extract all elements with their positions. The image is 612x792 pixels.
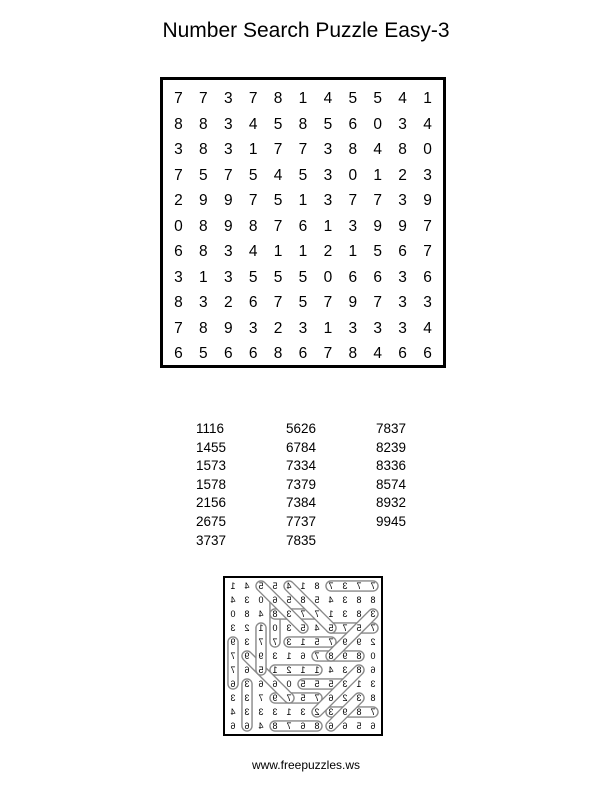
grid-cell: 4: [373, 141, 383, 158]
answer-key-cell: 4: [244, 581, 250, 591]
answer-key-cell: 4: [328, 665, 334, 675]
answer-key-cell: 7: [328, 581, 334, 591]
word-list-item: 7379: [286, 476, 317, 492]
grid-cell: 9: [373, 217, 383, 235]
grid-cell: 1: [298, 243, 308, 260]
answer-key-cell: 0: [370, 651, 376, 661]
answer-key-cell: 9: [272, 693, 278, 703]
answer-key-cell: 1: [314, 665, 320, 675]
grid-cell: 3: [398, 294, 407, 311]
grid-cell: 7: [174, 166, 183, 184]
answer-key-cell: 4: [258, 721, 264, 731]
grid-cell: 6: [223, 345, 233, 362]
grid-cell: 6: [373, 268, 383, 286]
grid-cell: 9: [223, 319, 233, 337]
grid-cell: 3: [348, 217, 358, 235]
grid-cell: 3: [398, 268, 407, 286]
answer-key-cell: 5: [300, 693, 306, 703]
grid-cell: 5: [248, 166, 258, 184]
grid-cell: 8: [174, 115, 183, 133]
answer-key-cell: 8: [314, 581, 320, 591]
answer-key-cell: 1: [286, 707, 292, 717]
answer-key-cell: 3: [370, 679, 376, 689]
word-list-column: [376, 420, 466, 550]
answer-key-cell: 7: [258, 693, 264, 703]
answer-highlight-fill: [331, 614, 376, 656]
answer-key-cell: 7: [314, 693, 320, 703]
grid-cell: 3: [398, 319, 407, 337]
answer-key-cell: 1: [328, 609, 334, 619]
answer-key-cell: 8: [370, 693, 376, 703]
footer-url: www.freepuzzles.ws: [251, 758, 361, 772]
grid-cell: 0: [348, 166, 358, 184]
grid-cell: 7: [174, 319, 183, 337]
answer-key-cell: 0: [258, 595, 264, 605]
word-list-item: 7384: [286, 495, 317, 511]
grid-cell: 7: [273, 217, 283, 235]
grid-row: [166, 316, 440, 342]
answer-key-cell: 9: [244, 651, 250, 661]
grid-cell: 1: [199, 268, 208, 286]
grid-cell: 9: [398, 217, 407, 235]
answer-key-cell: 6: [370, 665, 376, 675]
grid-cell: 8: [199, 141, 208, 158]
grid-cell: 1: [323, 319, 333, 337]
answer-key-cell: 0: [272, 623, 278, 633]
answer-key-cell: 2: [370, 637, 376, 647]
word-list-item: 1578: [196, 476, 227, 492]
answer-key-cell: 4: [258, 609, 264, 619]
answer-key-cell: 3: [286, 609, 292, 619]
grid-cell: 6: [298, 345, 308, 362]
grid-cell: 9: [223, 192, 233, 209]
word-list-item: 1455: [196, 439, 227, 455]
grid-cell: 1: [373, 166, 383, 184]
grid-cell: 3: [398, 115, 407, 133]
grid-cell: 0: [423, 141, 432, 158]
grid-cell: 7: [273, 294, 283, 311]
grid-cell: 8: [273, 345, 283, 362]
grid-cell: 5: [373, 90, 383, 107]
grid-row: [166, 239, 440, 265]
answer-key-cell: 7: [272, 637, 278, 647]
answer-key-cell: 6: [300, 651, 306, 661]
answer-key-cell: 6: [272, 595, 278, 605]
grid-cell: 3: [423, 166, 432, 184]
word-list: [196, 420, 466, 550]
grid-cell: 5: [273, 192, 283, 209]
answer-key-cell: 1: [230, 581, 236, 591]
answer-key-cell: 5: [356, 721, 362, 731]
grid-cell: 7: [373, 192, 383, 209]
answer-key-cell: 1: [300, 637, 306, 647]
word-list-column: [196, 420, 286, 550]
answer-key-cell: 8: [300, 595, 306, 605]
grid-cell: 7: [223, 166, 233, 184]
answer-key-cell: 8: [356, 707, 362, 717]
grid-cell: 3: [323, 166, 333, 184]
answer-key-cell: 4: [230, 707, 236, 717]
grid-cell: 9: [223, 217, 233, 235]
grid-cell: 3: [373, 319, 383, 337]
answer-key-grid: [223, 576, 383, 736]
answer-key-cell: 3: [272, 651, 278, 661]
grid-cell: 4: [373, 345, 383, 362]
grid-cell: 5: [348, 90, 358, 107]
grid-cell: 7: [323, 345, 333, 362]
grid-cell: 6: [398, 243, 407, 260]
answer-key-cell: 9: [342, 707, 348, 717]
word-list-item: 5626: [286, 421, 317, 436]
answer-key-cell: 5: [328, 623, 334, 633]
answer-key-cell: 4: [328, 595, 334, 605]
grid-cell: 3: [199, 294, 208, 311]
grid-row: [166, 137, 440, 163]
answer-key-cell: 3: [258, 707, 264, 717]
answer-key-cell: 7: [230, 651, 236, 661]
grid-cell: 1: [248, 141, 258, 158]
word-list-item: 9945: [376, 513, 407, 529]
answer-key-cell: 7: [314, 609, 320, 619]
answer-key-cell: 9: [342, 651, 348, 661]
answer-key-cell: 7: [370, 623, 376, 633]
answer-key-cell: 5: [258, 581, 264, 591]
grid-cell: 7: [323, 294, 333, 311]
answer-key-cell: 7: [230, 665, 236, 675]
grid-cell: 5: [199, 166, 208, 184]
grid-cell: 8: [248, 217, 258, 235]
answer-key-cell: 5: [300, 679, 306, 689]
answer-key-cell: 9: [356, 637, 362, 647]
answer-key-cell: 8: [356, 651, 362, 661]
grid-cell: 3: [223, 141, 233, 158]
answer-key-cell: 3: [342, 665, 348, 675]
grid-cell: 1: [298, 192, 308, 209]
grid-cell: 8: [348, 141, 358, 158]
grid-row: [166, 86, 440, 112]
grid-cell: 4: [273, 166, 283, 184]
grid-cell: 3: [423, 294, 432, 311]
grid-cell: 8: [174, 294, 183, 311]
answer-key-cell: 1: [272, 665, 278, 675]
grid-cell: 3: [223, 115, 233, 133]
puzzle-title: Number Search Puzzle Easy-3: [162, 19, 450, 42]
grid-cell: 2: [174, 192, 183, 209]
answer-key-cell: 7: [258, 637, 264, 647]
answer-key-cell: 3: [244, 637, 250, 647]
grid-row: [166, 163, 440, 189]
grid-cell: 8: [199, 217, 208, 235]
answer-key-cell: 3: [342, 679, 348, 689]
grid-row: [166, 265, 440, 291]
answer-key-cell: 6: [328, 721, 334, 731]
answer-key-cell: 7: [328, 637, 334, 647]
answer-key-cell: 0: [286, 679, 292, 689]
grid-cell: 6: [348, 115, 358, 133]
answer-key-cell: 3: [370, 609, 376, 619]
word-list-item: 7837: [376, 421, 407, 436]
answer-key-cell: 6: [230, 721, 236, 731]
answer-key-cell: 8: [272, 721, 278, 731]
answer-key-cell: 8: [244, 609, 250, 619]
grid-cell: 1: [348, 243, 358, 260]
answer-key-cell: 5: [356, 623, 362, 633]
answer-key-thumbnail: [223, 576, 383, 736]
grid-cell: 3: [223, 90, 233, 107]
answer-key-cell: 8: [314, 721, 320, 731]
number-grid: [160, 77, 446, 368]
answer-key-cell: 2: [286, 665, 292, 675]
grid-cell: 5: [323, 115, 333, 133]
grid-cell: 1: [423, 90, 432, 107]
answer-key-cell: 3: [244, 707, 250, 717]
answer-key-cell: 5: [286, 595, 292, 605]
grid-cell: 3: [348, 319, 358, 337]
answer-key-cell: 6: [244, 665, 250, 675]
grid-cell: 7: [248, 192, 258, 209]
word-list-item: 3737: [196, 532, 227, 548]
grid-cell: 6: [248, 294, 258, 311]
answer-key-cell: 5: [314, 679, 320, 689]
grid-cell: 3: [323, 141, 333, 158]
answer-key-cell: 2: [314, 707, 320, 717]
grid-cell: 8: [199, 319, 208, 337]
answer-key-cell: 6: [272, 679, 278, 689]
grid-cell: 1: [323, 217, 333, 235]
grid-cell: 9: [348, 294, 358, 311]
grid-cell: 1: [273, 243, 283, 260]
answer-key-cell: 3: [328, 707, 334, 717]
grid-row: [166, 112, 440, 138]
answer-key-cell: 2: [244, 623, 250, 633]
answer-key-cell: 6: [328, 693, 334, 703]
answer-key-cell: 1: [300, 665, 306, 675]
grid-cell: 3: [223, 268, 233, 286]
grid-cell: 3: [174, 268, 183, 286]
grid-cell: 3: [323, 192, 333, 209]
grid-cell: 6: [174, 243, 183, 260]
answer-key-cell: 7: [356, 581, 362, 591]
grid-cell: 4: [423, 115, 432, 133]
grid-cell: 3: [174, 141, 183, 158]
word-list-item: 8932: [376, 495, 407, 511]
word-list-item: 2156: [196, 495, 227, 511]
word-list-item: 8239: [376, 439, 407, 455]
grid-cell: 8: [398, 141, 407, 158]
grid-cell: 0: [373, 115, 383, 133]
answer-key-cell: 3: [272, 707, 278, 717]
grid-cell: 4: [423, 319, 432, 337]
grid-cell: 4: [398, 90, 407, 107]
grid-cell: 2: [323, 243, 333, 260]
grid-cell: 2: [223, 294, 233, 311]
answer-key-cell: 3: [300, 707, 306, 717]
answer-key-cell: 1: [356, 679, 362, 689]
answer-key-cell: 7: [370, 707, 376, 717]
answer-key-cell: 7: [342, 623, 348, 633]
answer-key-cell: 9: [342, 637, 348, 647]
answer-key-cell: 3: [342, 595, 348, 605]
grid-cell: 7: [348, 192, 358, 209]
grid-cell: 5: [273, 115, 283, 133]
answer-key-cell: 5: [300, 623, 306, 633]
word-list-column: [286, 420, 376, 550]
grid-cell: 8: [348, 345, 358, 362]
answer-key-cell: 1: [258, 623, 264, 633]
answer-key-cell: 6: [258, 679, 264, 689]
grid-cell: 4: [248, 243, 258, 260]
answer-key-cell: 6: [244, 721, 250, 731]
answer-key-cell: 8: [356, 665, 362, 675]
answer-key-cell: 7: [370, 581, 376, 591]
answer-key-cell: 8: [272, 609, 278, 619]
grid-cell: 5: [298, 166, 308, 184]
answer-highlight-fill: [247, 656, 292, 698]
answer-key-cell: 5: [314, 595, 320, 605]
answer-key-cell: 8: [370, 595, 376, 605]
answer-key-cell: 3: [244, 595, 250, 605]
answer-key-cell: 0: [230, 609, 236, 619]
answer-key-cell: 3: [230, 693, 236, 703]
word-list-item: 2675: [196, 513, 227, 529]
grid-cell: 3: [398, 192, 407, 209]
grid-row: [166, 290, 440, 316]
answer-key-cell: 7: [314, 651, 320, 661]
grid-cell: 3: [248, 319, 258, 337]
grid-cell: 7: [423, 217, 432, 235]
answer-key-cell: 3: [342, 581, 348, 591]
answer-key-cell: 3: [342, 609, 348, 619]
word-list-item: 7737: [286, 513, 317, 529]
grid-cell: 7: [423, 243, 432, 260]
grid-cell: 5: [273, 268, 283, 286]
answer-key-cell: 5: [314, 637, 320, 647]
grid-cell: 2: [273, 319, 283, 337]
grid-cell: 6: [348, 268, 358, 286]
grid-cell: 8: [298, 115, 308, 133]
grid-cell: 7: [174, 90, 183, 107]
grid-cell: 7: [199, 90, 208, 107]
answer-key-cell: 3: [356, 693, 362, 703]
grid-cell: 5: [373, 243, 383, 260]
answer-key-cell: 8: [328, 651, 334, 661]
grid-cell: 7: [298, 141, 308, 158]
grid-cell: 7: [248, 90, 258, 107]
answer-key-cell: 1: [300, 581, 306, 591]
grid-cell: 0: [323, 268, 333, 286]
answer-key-cell: 5: [328, 679, 334, 689]
grid-cell: 5: [298, 294, 308, 311]
word-list-item: 1116: [196, 421, 225, 436]
answer-key-cell: 4: [286, 581, 292, 591]
answer-key-cell: 6: [230, 679, 236, 689]
answer-key-cell: 2: [342, 693, 348, 703]
grid-row: [166, 341, 440, 367]
grid-cell: 7: [273, 141, 283, 158]
answer-key-cell: 6: [300, 721, 306, 731]
answer-key-cell: 8: [356, 595, 362, 605]
grid-cell: 8: [199, 115, 208, 133]
answer-key-cell: 3: [230, 623, 236, 633]
grid-cell: 5: [199, 345, 208, 362]
word-list-item: 8336: [376, 458, 407, 474]
grid-row: [166, 214, 440, 240]
answer-key-cell: 5: [258, 665, 264, 675]
answer-key-cell: 3: [286, 623, 292, 633]
grid-cell: 9: [423, 192, 432, 209]
grid-cell: 9: [199, 192, 208, 209]
answer-key-cell: 4: [230, 595, 236, 605]
answer-key-cell: 6: [370, 721, 376, 731]
grid-cell: 4: [323, 90, 333, 107]
grid-cell: 5: [298, 268, 308, 286]
grid-cell: 5: [248, 268, 258, 286]
grid-cell: 8: [199, 243, 208, 260]
grid-cell: 6: [174, 345, 183, 362]
answer-key-cell: 5: [272, 581, 278, 591]
answer-key-cell: 3: [286, 637, 292, 647]
answer-key-cell: 6: [342, 721, 348, 731]
grid-cell: 6: [298, 217, 308, 235]
word-list-item: 6784: [286, 439, 317, 455]
answer-key-cell: 7: [286, 721, 292, 731]
word-list-item: 1573: [196, 458, 227, 474]
answer-key-cell: 7: [286, 693, 292, 703]
word-list-item: 7334: [286, 458, 317, 474]
answer-key-cell: 9: [258, 651, 264, 661]
grid-cell: 1: [298, 90, 308, 107]
answer-key-cell: 3: [244, 679, 250, 689]
grid-cell: 3: [298, 319, 308, 337]
word-list-item: 7835: [286, 532, 317, 548]
grid-cell: 6: [423, 345, 432, 362]
grid-cell: 6: [398, 345, 407, 362]
grid-cell: 6: [423, 268, 432, 286]
grid-cell: 6: [248, 345, 258, 362]
word-list-item: 8574: [376, 476, 407, 492]
answer-key-cell: 1: [286, 651, 292, 661]
answer-key-cell: 9: [230, 637, 236, 647]
grid-cell: 7: [373, 294, 383, 311]
answer-key-cell: 3: [244, 693, 250, 703]
grid-cell: 8: [273, 90, 283, 107]
grid-cell: 3: [223, 243, 233, 260]
grid-cell: 4: [248, 115, 258, 133]
answer-key-cell: 4: [314, 623, 320, 633]
answer-key-cell: 7: [300, 609, 306, 619]
grid-row: [166, 188, 440, 214]
grid-cell: 2: [398, 166, 407, 184]
answer-key-cell: 8: [356, 609, 362, 619]
grid-cell: 0: [174, 217, 183, 235]
